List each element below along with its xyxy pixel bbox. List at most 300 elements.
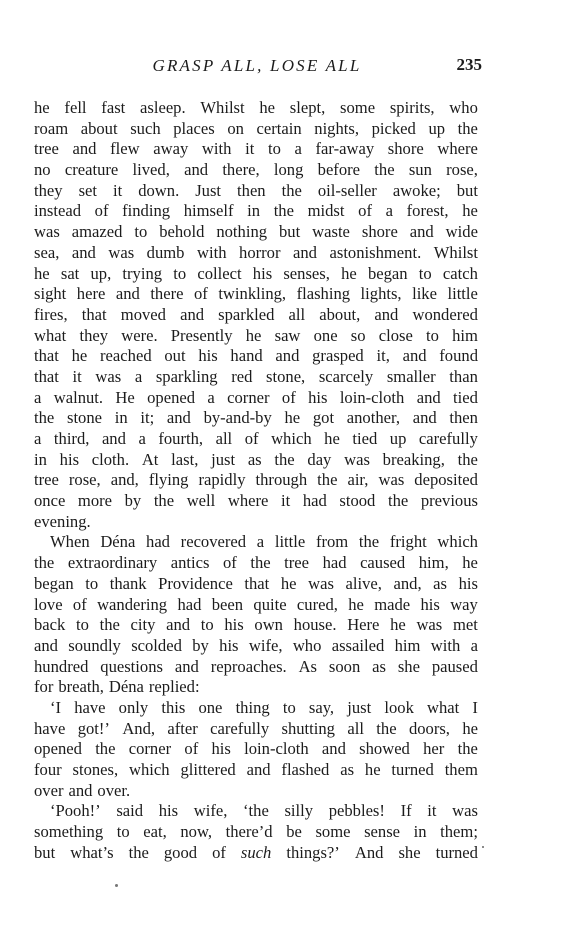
word: from xyxy=(315,532,349,552)
word: lights, xyxy=(360,284,402,304)
word: the xyxy=(95,739,116,759)
word: been xyxy=(211,594,244,614)
word: made xyxy=(374,594,411,614)
word: close xyxy=(378,325,413,345)
word: Providence xyxy=(158,573,233,593)
word: he xyxy=(259,98,276,117)
word: extraordinary xyxy=(67,553,158,573)
word: have xyxy=(74,697,106,717)
word: she xyxy=(398,842,421,862)
word: far-away xyxy=(315,139,375,159)
word: no xyxy=(34,160,51,180)
word: of xyxy=(244,429,259,448)
word: pebbles! xyxy=(328,801,385,821)
word: opened xyxy=(147,387,196,407)
word: the xyxy=(153,491,175,511)
word: in xyxy=(34,449,47,469)
word: the xyxy=(376,718,397,738)
word: of xyxy=(184,739,199,759)
word: set xyxy=(78,180,97,200)
word: awoke; xyxy=(392,180,441,200)
word: of xyxy=(358,201,372,221)
word: and xyxy=(275,346,300,366)
word: silly xyxy=(284,801,314,821)
word: that xyxy=(34,346,59,366)
word: her xyxy=(423,739,445,759)
word: some xyxy=(315,822,351,842)
word: he xyxy=(34,263,50,283)
word: had xyxy=(146,532,170,552)
word: it; xyxy=(140,408,155,428)
text-line xyxy=(34,470,478,491)
word: carefully xyxy=(418,429,478,448)
word: as xyxy=(247,449,262,469)
word: she xyxy=(397,656,420,676)
word: the xyxy=(274,449,295,469)
word: and xyxy=(409,222,434,242)
word: city xyxy=(130,615,156,635)
word: as xyxy=(433,573,447,593)
word: to xyxy=(426,325,439,345)
text-line xyxy=(34,636,478,657)
word: them; xyxy=(440,822,478,842)
text-line xyxy=(34,801,478,822)
word: hundred xyxy=(34,656,89,676)
word: loin-cloth xyxy=(339,387,405,407)
word: recovered xyxy=(180,532,247,552)
word: and xyxy=(166,408,191,428)
word: got!’ xyxy=(77,718,110,738)
word: about, xyxy=(319,304,361,324)
word: than xyxy=(449,366,478,386)
word: And xyxy=(354,842,384,862)
word: long xyxy=(273,160,304,180)
word: once xyxy=(34,491,66,511)
word: Presently xyxy=(170,325,233,345)
word: opened xyxy=(34,739,82,759)
word: was xyxy=(416,615,443,635)
word: I xyxy=(472,697,478,717)
word: sea, xyxy=(34,242,60,262)
word: his xyxy=(158,801,179,821)
word: lived, xyxy=(132,160,170,180)
word: the xyxy=(34,553,55,573)
word: ‘the xyxy=(243,801,269,821)
word: sparkling xyxy=(155,366,218,386)
word: him xyxy=(394,635,421,655)
word: questions xyxy=(100,656,163,676)
word: he xyxy=(284,408,301,428)
word: a xyxy=(294,139,302,159)
word: sense xyxy=(364,822,401,842)
word: they xyxy=(79,325,109,345)
word: through xyxy=(255,470,308,490)
text-line xyxy=(34,181,478,202)
word: in xyxy=(413,822,427,842)
word: just xyxy=(211,449,236,469)
word: for xyxy=(34,677,54,697)
word: to xyxy=(418,263,432,283)
word: to xyxy=(134,222,148,242)
word: up xyxy=(389,429,407,448)
word: of xyxy=(212,842,226,862)
text-line xyxy=(34,201,478,222)
word: his xyxy=(420,594,440,614)
word: up, xyxy=(90,263,112,283)
word: his xyxy=(219,635,239,655)
print-speck xyxy=(115,884,118,887)
word: before xyxy=(317,160,361,180)
word: which xyxy=(129,760,170,779)
word: cloth. xyxy=(91,449,130,469)
word: it xyxy=(72,366,82,386)
text-line xyxy=(34,532,478,553)
word: now, xyxy=(180,822,212,842)
word: a xyxy=(34,429,42,448)
text-line xyxy=(34,326,478,347)
word: and xyxy=(34,635,58,655)
word: some xyxy=(340,98,376,117)
word: and xyxy=(180,304,205,324)
word: it xyxy=(427,801,437,821)
word: he xyxy=(390,615,406,635)
word: turned xyxy=(391,760,434,779)
word: to xyxy=(267,139,281,159)
word: sat xyxy=(60,263,80,283)
word: At xyxy=(141,449,159,469)
word: that xyxy=(34,366,59,386)
word: there’d xyxy=(225,822,273,842)
word: walnut. xyxy=(53,387,104,407)
word: wife, xyxy=(248,635,283,655)
word: tied xyxy=(352,429,378,448)
word: found xyxy=(439,346,478,366)
word: stones, xyxy=(72,760,119,779)
word: it xyxy=(281,491,291,511)
word: to xyxy=(173,263,187,283)
word: rose, xyxy=(446,160,478,180)
word: he xyxy=(280,573,297,593)
word: the xyxy=(128,842,149,862)
word: reproaches. xyxy=(210,656,287,676)
word: well xyxy=(186,491,216,511)
word: and xyxy=(184,160,209,180)
word: was xyxy=(34,222,60,242)
text-line xyxy=(34,98,478,119)
word: air, xyxy=(347,470,369,490)
word: and xyxy=(101,429,126,448)
word: back xyxy=(34,615,66,635)
text-line xyxy=(34,139,478,160)
word: turned xyxy=(435,842,478,862)
word: what’s xyxy=(70,842,114,862)
word: When xyxy=(50,532,90,552)
word: say, xyxy=(308,697,335,717)
word: replied: xyxy=(148,677,200,697)
word: twinkling, xyxy=(218,284,287,304)
text-line-mixed xyxy=(34,843,478,864)
word: but xyxy=(456,180,478,200)
text-line xyxy=(34,346,478,367)
word: If xyxy=(400,801,412,821)
word: which xyxy=(437,532,478,552)
word: a xyxy=(207,387,215,407)
word: love xyxy=(34,594,63,614)
word: the xyxy=(457,449,478,469)
text-line xyxy=(34,408,478,429)
text-line xyxy=(34,305,478,326)
word: finding xyxy=(122,201,171,221)
word: red xyxy=(231,366,253,386)
word: then xyxy=(449,408,478,428)
word: little xyxy=(274,532,306,552)
word: instead xyxy=(34,201,82,221)
word: was xyxy=(108,242,135,262)
word: about xyxy=(80,118,118,138)
word: as xyxy=(340,760,355,779)
word: slept, xyxy=(289,98,326,117)
word: which xyxy=(271,429,312,448)
word: wide xyxy=(445,222,478,242)
text-line xyxy=(34,512,478,533)
word: scarcely xyxy=(318,366,374,386)
word: the xyxy=(317,470,338,490)
word: caused xyxy=(360,553,406,573)
word: deposited xyxy=(414,470,478,490)
running-title: GRASP ALL, LOSE ALL xyxy=(152,56,362,75)
text-line xyxy=(34,119,478,140)
word: wife, xyxy=(193,801,228,821)
word: what xyxy=(427,697,460,717)
word: midst xyxy=(307,201,345,221)
word: him, xyxy=(418,553,449,573)
word: breath, xyxy=(58,677,104,697)
word: over. xyxy=(97,780,131,800)
word: tree xyxy=(34,139,59,159)
word: flying xyxy=(148,470,189,490)
word: by xyxy=(192,635,209,655)
word: thing xyxy=(235,697,270,717)
text-line xyxy=(34,388,478,409)
word: of xyxy=(94,201,109,221)
text-line xyxy=(34,781,478,802)
word: horror xyxy=(239,242,281,262)
word: cured, xyxy=(296,594,338,614)
text-line xyxy=(34,429,478,450)
word: his xyxy=(59,449,80,469)
text-line xyxy=(34,677,478,698)
word: and xyxy=(416,387,441,407)
word: that xyxy=(81,304,107,324)
word: the xyxy=(457,118,478,138)
word: to xyxy=(282,697,296,717)
word: four xyxy=(34,760,62,779)
word: the xyxy=(457,739,478,759)
word: he xyxy=(324,429,340,448)
word: the xyxy=(374,160,395,180)
word: fast xyxy=(101,98,126,117)
word: little xyxy=(447,284,478,304)
word: he xyxy=(364,760,381,779)
word: be xyxy=(286,822,302,842)
word: his xyxy=(211,739,231,759)
word: sight xyxy=(34,284,67,304)
word: tree xyxy=(34,470,59,490)
word: ‘Pooh!’ xyxy=(50,801,101,821)
word: it, xyxy=(376,346,390,366)
word: and, xyxy=(110,470,139,490)
word: corner xyxy=(227,387,270,407)
word: he xyxy=(34,98,50,117)
word: his xyxy=(458,573,478,593)
word: stone, xyxy=(266,366,306,386)
word: fourth, xyxy=(158,429,204,448)
word: had xyxy=(322,553,347,573)
word: in xyxy=(247,201,261,221)
word: and xyxy=(166,615,191,635)
word: Here xyxy=(347,615,380,635)
word: shore xyxy=(387,139,424,159)
word: way xyxy=(450,594,478,614)
word: by-and-by xyxy=(203,408,272,428)
word: more xyxy=(77,491,113,511)
word: after xyxy=(167,718,198,738)
word: and xyxy=(174,656,199,676)
word: stood xyxy=(339,491,376,511)
page-number: 235 xyxy=(456,55,482,74)
word: were. xyxy=(121,325,158,345)
word: with xyxy=(197,242,227,262)
word: like xyxy=(412,284,437,304)
word: picked xyxy=(371,118,416,138)
word: there, xyxy=(222,160,260,180)
word: house. xyxy=(293,615,337,635)
word: paused xyxy=(431,656,478,676)
word: Déna xyxy=(108,677,144,697)
word: and xyxy=(246,760,271,779)
word: to xyxy=(116,822,130,842)
word: assailed xyxy=(331,635,385,655)
word: who xyxy=(292,635,322,655)
word: breaking, xyxy=(382,449,445,469)
word: who xyxy=(449,98,478,117)
word: wandering xyxy=(97,594,168,614)
word: he xyxy=(245,325,262,345)
word: himself xyxy=(183,201,234,221)
word: the xyxy=(250,553,271,573)
word: quite xyxy=(253,594,287,614)
word: his xyxy=(252,263,273,283)
word: as xyxy=(372,656,386,676)
word: nothing xyxy=(216,222,268,242)
word: spirits, xyxy=(389,98,435,117)
word: last, xyxy=(171,449,199,469)
word: fell xyxy=(64,98,87,117)
word: flew xyxy=(110,139,140,159)
word: his xyxy=(198,346,218,366)
text-line xyxy=(34,160,478,181)
word: and xyxy=(293,242,317,262)
word: moved xyxy=(120,304,166,324)
word: one xyxy=(198,697,223,717)
word: only xyxy=(118,697,149,717)
word: corner xyxy=(128,739,172,759)
word: another, xyxy=(346,408,401,428)
word: but xyxy=(34,842,56,862)
word: had xyxy=(302,491,327,511)
word: was xyxy=(95,366,122,386)
word: this xyxy=(161,697,186,717)
word: and, xyxy=(393,573,422,593)
text-line xyxy=(34,264,478,285)
word: hand xyxy=(230,346,263,366)
text-line xyxy=(34,698,478,719)
word: up xyxy=(428,118,446,138)
word: rapidly xyxy=(198,470,246,490)
word: a xyxy=(138,429,146,448)
word: the xyxy=(99,615,120,635)
word: a xyxy=(385,201,393,221)
word: stone xyxy=(66,408,103,428)
word: own xyxy=(254,615,283,635)
word: reached xyxy=(100,346,152,366)
word: of xyxy=(281,387,296,407)
word: he xyxy=(71,346,88,366)
word: fright xyxy=(389,532,427,552)
word: tree xyxy=(284,553,310,573)
word: scolded xyxy=(131,635,182,655)
word: his xyxy=(308,387,328,407)
word: on xyxy=(227,118,244,138)
word: shore xyxy=(361,222,398,242)
word: waste xyxy=(312,222,350,242)
word: said xyxy=(116,801,144,821)
text-line xyxy=(34,553,478,574)
word: just xyxy=(347,697,372,717)
word: over xyxy=(34,780,64,800)
word: forest, xyxy=(406,201,449,221)
word: there xyxy=(150,284,184,304)
text-line xyxy=(34,450,478,471)
word: where xyxy=(227,491,269,511)
word: he xyxy=(348,594,364,614)
word: places xyxy=(173,118,215,138)
word: certain xyxy=(256,118,302,138)
word: trying xyxy=(122,263,163,283)
word: of xyxy=(222,553,237,573)
word: asleep. xyxy=(140,98,186,117)
word: catch xyxy=(442,263,478,283)
word: antics xyxy=(170,553,210,573)
word: met xyxy=(452,615,478,635)
word: and xyxy=(412,408,437,428)
word: out xyxy=(164,346,186,366)
word: with xyxy=(430,635,461,655)
word: good xyxy=(163,842,198,862)
word: in xyxy=(114,408,128,428)
word: so xyxy=(350,325,366,345)
word: a xyxy=(34,387,42,407)
word: and xyxy=(115,284,140,304)
word: of xyxy=(193,284,208,304)
word: previous xyxy=(420,491,478,511)
word: grasped xyxy=(312,346,364,366)
text-line xyxy=(34,243,478,264)
word: he xyxy=(462,553,478,573)
word: fires, xyxy=(34,304,68,324)
word: all xyxy=(347,718,364,738)
word: what xyxy=(34,325,67,345)
